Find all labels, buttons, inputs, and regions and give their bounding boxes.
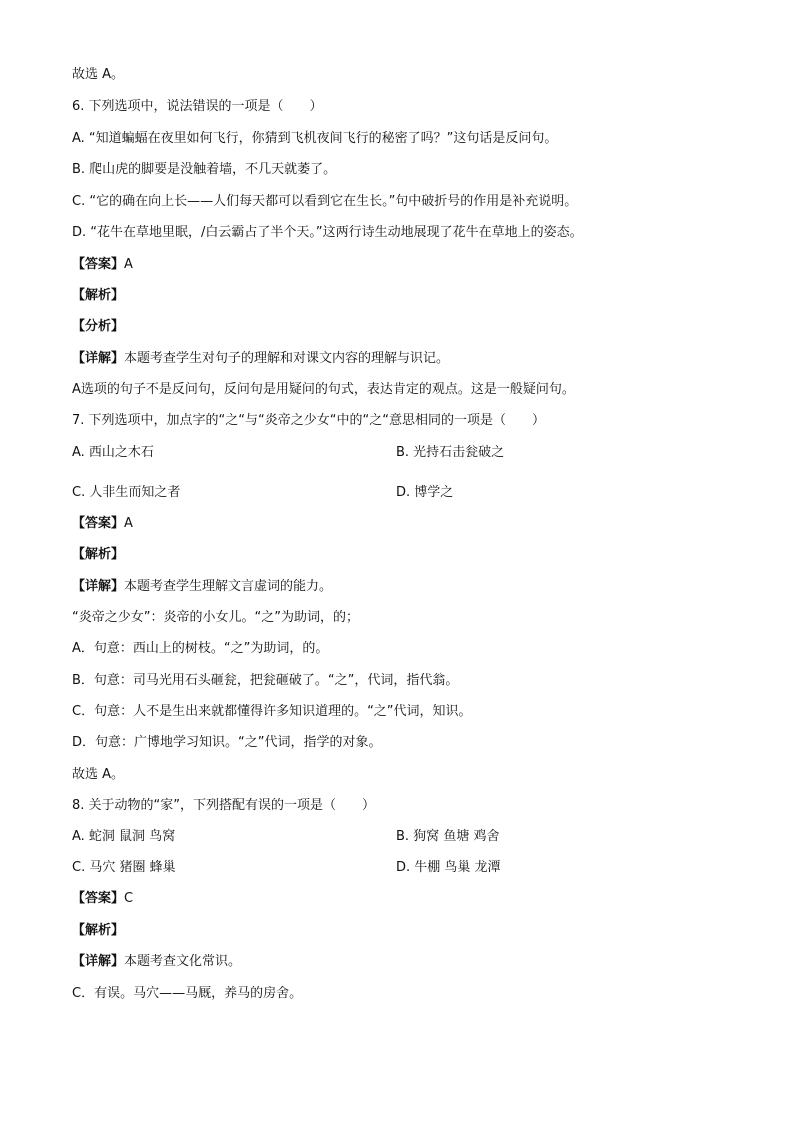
- conclusion-text: 故选 A。: [72, 67, 125, 82]
- question-8-option-c: C. 马穴 猪圈 蜂巢: [72, 860, 176, 875]
- question-7-stem: 7. 下列选项中，加点字的“之“与“炎帝之少女“中的“之“意思相同的一项是（ ）: [72, 413, 545, 428]
- question-7-explain-c: C．句意：人不是生出来就都懂得许多知识道理的。“之”代词，知识。: [72, 704, 472, 719]
- question-6-detail: [72, 350, 449, 368]
- detail-label: 【详解】: [72, 954, 125, 969]
- question-8-option-b: B. 狗窝 鱼塘 鸡舍: [396, 829, 500, 844]
- question-7-option-c: C. 人非生而知之者: [72, 485, 181, 500]
- question-6-answer: [72, 256, 133, 274]
- question-6-fenxi-header: 【分析】: [72, 319, 125, 334]
- question-7-answer: [72, 515, 133, 533]
- question-6-option-a: A. “知道蝙蝠在夜里如何飞行，你猜到飞机夜间飞行的秘密了吗？”这句话是反问句。: [72, 131, 558, 146]
- question-8-stem: 8. 关于动物的“家”，下列搭配有误的一项是（ ）: [72, 798, 376, 813]
- detail-label: 【详解】: [72, 579, 125, 594]
- detail-text: 本题考查学生理解文言虚词的能力。: [124, 579, 333, 594]
- question-6-option-d: D. “花牛在草地里眠，/白云霸占了半个天。”这两行诗生动地展现了花牛在草地上的姿态。: [72, 225, 583, 240]
- question-8-explanation: C．有误。马穴——马厩，养马的房舍。: [72, 986, 303, 1001]
- question-6-stem: 6. 下列选项中，说法错误的一项是（ ）: [72, 99, 323, 114]
- question-8-option-d: D. 牛棚 鸟巢 龙潭: [396, 860, 501, 875]
- question-7-option-d: D. 博学之: [396, 485, 454, 500]
- question-8-option-a: A. 蛇洞 鼠洞 鸟窝: [72, 829, 176, 844]
- question-7-option-b: B. 光持石击瓮破之: [396, 445, 505, 460]
- question-6-option-b: B. 爬山虎的脚要是没触着墙，不几天就萎了。: [72, 162, 337, 177]
- question-7-conclusion: 故选 A。: [72, 767, 125, 782]
- question-8-detail: [72, 953, 241, 971]
- question-6-option-c: C. “它的确在向上长——人们每天都可以看到它在生长。”句中破折号的作用是补充说明。: [72, 194, 578, 209]
- question-7-analysis-header: 【解析】: [72, 547, 125, 562]
- question-6-analysis-header: 【解析】: [72, 288, 125, 303]
- question-7-option-a: A. 西山之木石: [72, 445, 154, 460]
- question-7-explain-d: D．句意：广博地学习知识。“之”代词，指学的对象。: [72, 735, 382, 750]
- question-7-explain-a: A．句意：西山上的树枝。“之”为助词，的。: [72, 641, 329, 656]
- answer-value: C: [124, 891, 134, 906]
- detail-label: 【详解】: [72, 351, 125, 366]
- answer-label: 【答案】: [72, 891, 125, 906]
- question-7-context: “炎帝之少女”：炎帝的小女儿。“之”为助词，的；: [72, 610, 359, 625]
- detail-text: 本题考查学生对句子的理解和对课文内容的理解与识记。: [124, 351, 450, 366]
- answer-value: A: [124, 257, 133, 272]
- question-7-detail: [72, 578, 332, 596]
- answer-label: 【答案】: [72, 516, 125, 531]
- question-8-answer: [72, 890, 133, 908]
- question-7-explain-b: B．句意：司马光用石头砸瓮，把瓮砸破了。“之”，代词，指代翁。: [72, 673, 459, 688]
- detail-text: 本题考查文化常识。: [124, 954, 242, 969]
- answer-value: A: [124, 516, 133, 531]
- answer-label: 【答案】: [72, 257, 125, 272]
- question-8-analysis-header: 【解析】: [72, 923, 125, 938]
- question-6-explanation: A选项的句子不是反问句，反问句是用疑问的句式，表达肯定的观点。这是一般疑问句。: [72, 382, 575, 397]
